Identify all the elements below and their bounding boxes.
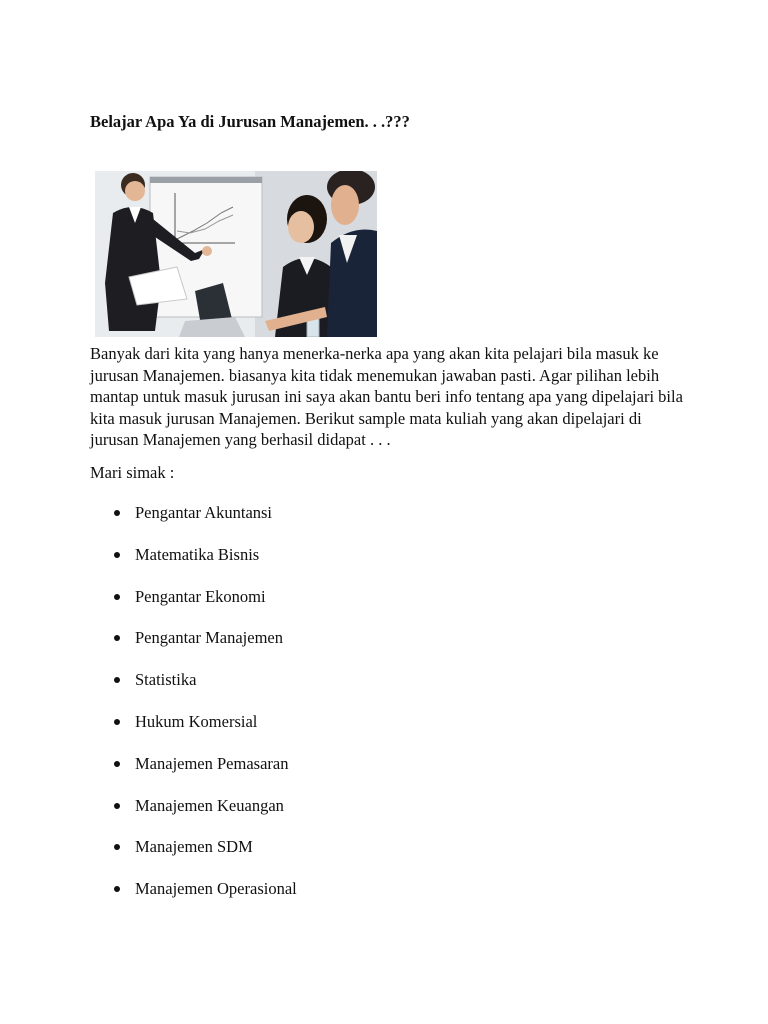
course-label: Pengantar Akuntansi [135, 503, 273, 522]
bullet-icon [114, 510, 120, 516]
intro-paragraph: Banyak dari kita yang hanya menerka-nerka apa yang akan kita pelajari bila masuk ke jurusan Manajemen. biasanya kita tidak menemukan jawaban pasti. Agar pilihan lebih mantap untuk masuk jurusan ini saya akan bantu beri info tentang apa yang dipelajari bila kita masuk jurusan Manajemen. Berikut sample mata kuliah yang akan dipelajari di jurusan Manajemen yang berhasil didapat . . . [90, 344, 683, 449]
course-label: Manajemen Operasional [135, 879, 297, 899]
course-label: Manajemen Pemasaran [135, 753, 289, 773]
course-label: Matematika Bisnis [135, 544, 260, 564]
course-label: Statistika [135, 670, 197, 690]
bullet-icon [114, 886, 120, 892]
list-intro: Mari simak : [90, 463, 175, 482]
course-label: Manajemen Keuangan [135, 795, 284, 815]
presentation-photo [95, 171, 377, 337]
course-label: Pengantar Ekonomi [135, 586, 266, 606]
bullet-icon [114, 635, 120, 641]
bullet-icon [114, 719, 120, 725]
bullet-icon [114, 677, 120, 683]
bullet-icon [114, 803, 120, 809]
bullet-icon [114, 552, 120, 558]
course-label: Pengantar Manajemen [135, 628, 283, 648]
bullet-icon [114, 761, 120, 767]
course-label: Hukum Komersial [135, 711, 258, 731]
course-label: Manajemen SDM [135, 837, 253, 857]
bullet-icon [114, 594, 120, 600]
document-title: Belajar Apa Ya di Jurusan Manajemen. . .??? [90, 112, 410, 131]
bullet-icon [114, 844, 120, 850]
